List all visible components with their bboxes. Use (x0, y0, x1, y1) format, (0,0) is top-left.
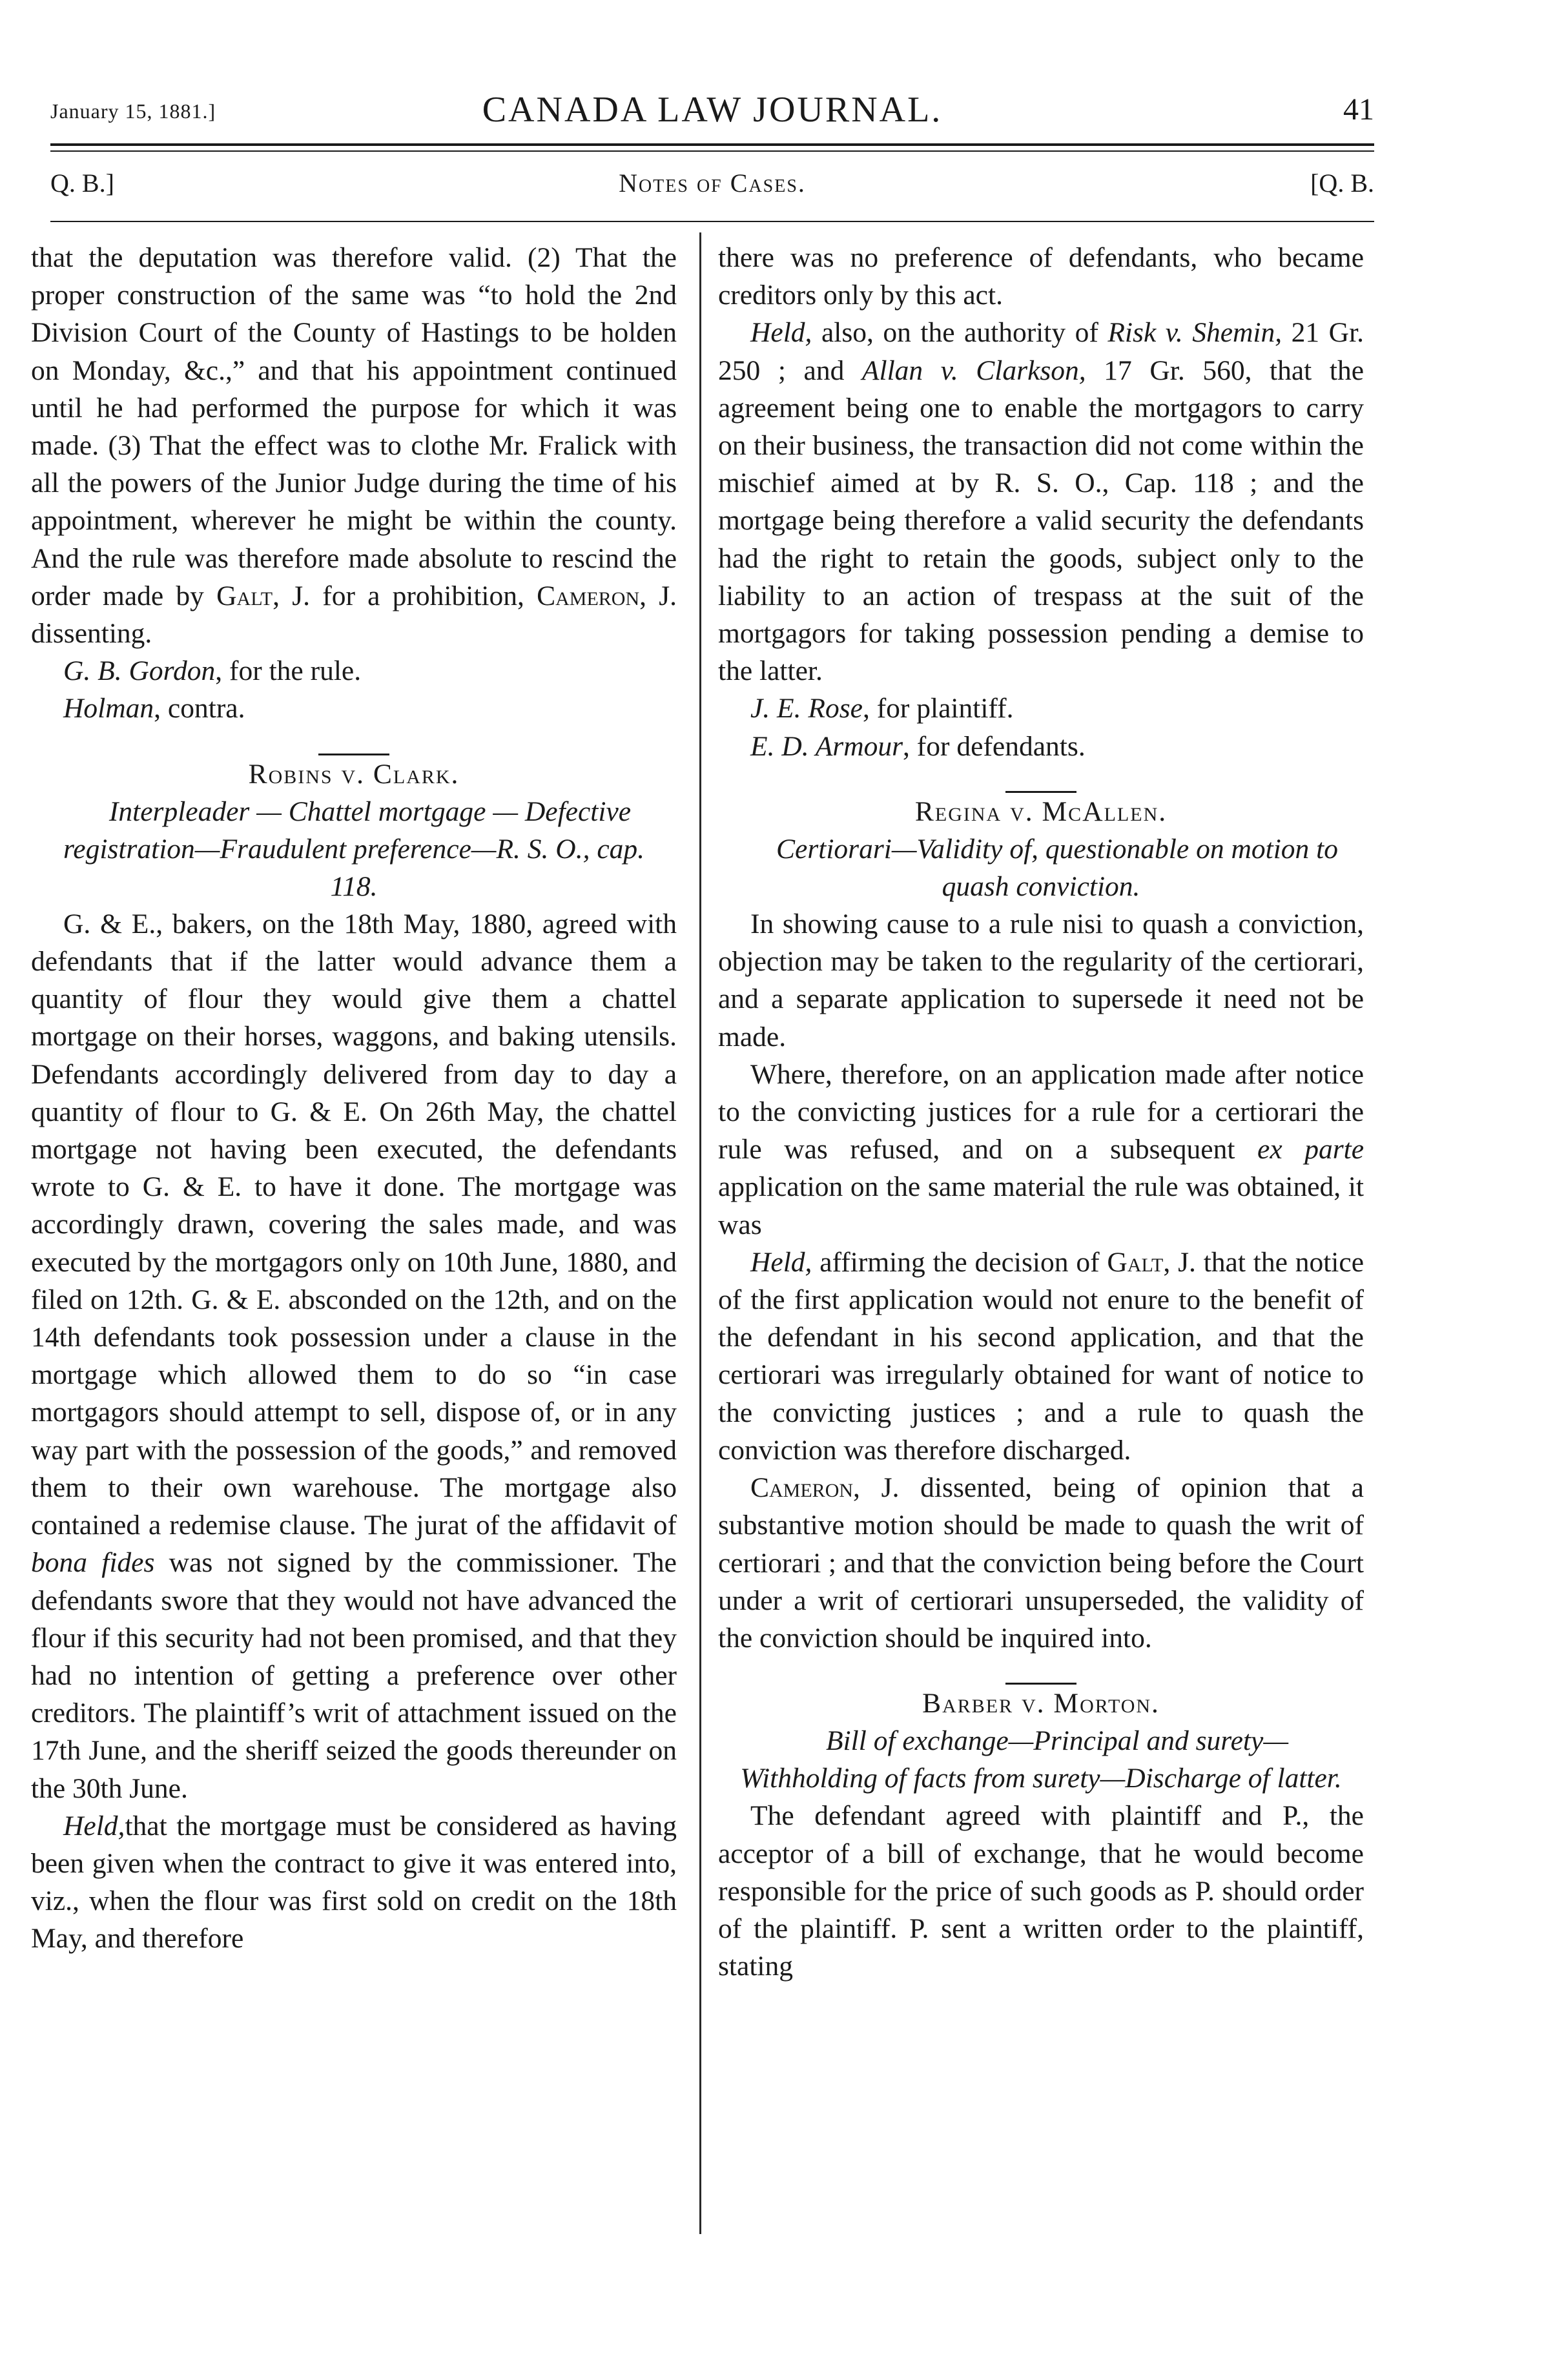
court-label-right: [Q. B. (1310, 169, 1374, 198)
right-column (718, 239, 1364, 1985)
text: was not signed by the commissioner. The defendants swore that they would not have advanced the flour if this security had not been promised, and that they had no intention of getting a preference over other creditors. The plaintiff’s writ of attachment issued on the 17th June, and the sheriff seized the goods thereunder on the 30th June. (31, 1547, 677, 1804)
counsel-line (718, 728, 1364, 765)
counsel-role: , for the rule. (215, 655, 362, 687)
text: , J. that the notice of the first application would not enure to the benefit of the defendant in his second application, and that the certiorari was irregularly obtained for want of notice to the convicting justices ; and a rule to quash the conviction was therefore discharged. (718, 1246, 1364, 1466)
text: that the deputation was therefore valid. (2) That the proper construction of the same was “to hold the 2nd Division Court of the County of Hastings to be holden on Monday, &c.,” and that his appointment continued until he had performed the purpose for which it was made. (3) That the effect was to clothe Mr. Fralick with all the powers of the Junior Judge during the time of his appointment, wherever he might be within the county. And the rule was therefore made absolute to rescind the order made by (31, 242, 677, 611)
counsel-line (31, 690, 677, 727)
header-rule-bottom (50, 150, 1374, 152)
counsel-role: , contra. (154, 693, 245, 724)
column-divider (699, 232, 701, 2234)
counsel-name: G. B. Gordon (63, 655, 216, 687)
running-head (50, 89, 1374, 134)
text: Where, therefore, on an application made after notice to the convicting justices for a rule for a certiorari the rule was refused, and on a subsequent (718, 1058, 1364, 1165)
text: , J. for a prohibition, (273, 580, 524, 611)
paragraph (31, 1807, 677, 1958)
counsel-line (31, 652, 677, 690)
paragraph (718, 314, 1364, 690)
case-citation: Allan v. Clarkson, (861, 354, 1086, 386)
judge-name: Cameron (750, 1472, 854, 1504)
held-label: Held, (750, 1246, 812, 1278)
case-headnote: Interpleader — Chattel mortgage — Defective registration—Fraudulent preference—R. S. O., cap. 118. (63, 795, 645, 902)
page-number: 41 (1343, 92, 1374, 127)
case-title: Barber v. Morton. (922, 1688, 1160, 1719)
held-label: Held, (63, 1810, 125, 1841)
judge-name: Galt (216, 580, 273, 611)
case-title: Regina v. McAllen. (914, 795, 1168, 827)
judge-name: Galt (1107, 1246, 1164, 1278)
header-rule-top (50, 143, 1374, 146)
section-rule (50, 221, 1374, 222)
paragraph: The defendant agreed with plaintiff and P., the acceptor of a bill of exchange, that he would become responsible for the price of such goods as P. should order of the plaintiff. P. sent a written order to the plaintiff, stating (718, 1800, 1364, 1982)
paragraph (718, 1244, 1364, 1469)
text: , J. dissented, being of opinion that a substantive motion should be made to quash the writ of certiorari ; and that the conviction being before the Court under a writ of certiorari unsuperseded, the validity of the conviction should be inquired into. (718, 1472, 1364, 1654)
judge-name: Cameron (537, 580, 640, 611)
counsel-name: Holman (63, 693, 154, 724)
text: 21 Gr. 250 ; and (718, 317, 1364, 386)
counsel-role: , for plaintiff. (862, 693, 1014, 724)
paragraph (718, 1469, 1364, 1657)
counsel-role: , for defendants. (903, 730, 1086, 762)
text: G. & E., bakers, on the 18th May, 1880, agreed with defendants that if the latter would advance them a quantity of flour they would give them a chattel mortgage on their horses, waggons, and baking utensils. Defendants accordingly delivered from day to day a quantity of flour to G. & E. On 26th May, the chattel mortgage not having been executed, the defendants wrote to G. & E. to have it done. The mortgage was accordingly drawn, covering the sales made, and was executed by the mortgagors only on 10th June, 1880, and filed on 12th. G. & E. absconded on the 12th, and on the 14th defendants took possession under a clause in the mortgage which allowed them to do so “in case mortgagors should attempt to sell, dispose of, or in any way part with the possession of the goods,” and removed them to their own warehouse. The mortgage also contained a redemise clause. The jurat of the affidavit of (31, 908, 677, 1541)
case-citation: Risk v. Shemin, (1107, 317, 1282, 349)
case-title: Robins v. Clark. (248, 758, 460, 790)
counsel-name: J. E. Rose (750, 693, 863, 724)
text: application on the same material the rule was obtained, it was (718, 1171, 1364, 1240)
case-headnote: Certiorari—Validity of, questionable on motion to quash conviction. (776, 834, 1338, 903)
section-title: Notes of Cases. (619, 169, 806, 198)
paragraph: In showing cause to a rule nisi to quash a conviction, objection may be taken to the regularity of the certiorari, and a separate application to supersede it need not be made. (718, 908, 1364, 1052)
section-heading (50, 168, 1374, 207)
text: 17 Gr. 560, that the agreement being one to enable the mortgagors to carry on their business, the transaction did not come within the mischief aimed at by R. S. O., Cap. 118 ; and the mortgage being therefore a valid security the defendants had the right to retain the goods, subject only to the liability to an action of trespass at the suit of the mortgagors for taking possession pending a demise to the latter. (718, 354, 1364, 687)
paragraph (31, 239, 677, 652)
text: affirming the decision of (819, 1246, 1100, 1278)
paragraph (31, 905, 677, 1807)
held-label: Held, (750, 317, 812, 349)
journal-title: CANADA LAW JOURNAL. (482, 90, 943, 130)
latin-term: ex parte (1257, 1134, 1364, 1165)
paragraph (718, 1056, 1364, 1244)
text: , J. dissenting. (31, 580, 677, 650)
counsel-line (718, 690, 1364, 727)
case-headnote: Bill of exchange—Principal and surety—Withholding of facts from surety—Discharge of latter. (740, 1725, 1342, 1794)
counsel-name: E. D. Armour (750, 730, 903, 762)
issue-date: January 15, 1881.] (50, 99, 216, 123)
paragraph: there was no preference of defendants, who became creditors only by this act. (718, 242, 1364, 311)
court-label-left: Q. B.] (50, 169, 114, 198)
text: also, on the authority of (821, 317, 1098, 349)
latin-term: bona fides (31, 1547, 155, 1579)
text: that the mortgage must be considered as having been given when the contract to give it was entered into, viz., when the flour was first sold on credit on the 18th May, and therefore (31, 1810, 677, 1954)
left-column (31, 239, 677, 1958)
